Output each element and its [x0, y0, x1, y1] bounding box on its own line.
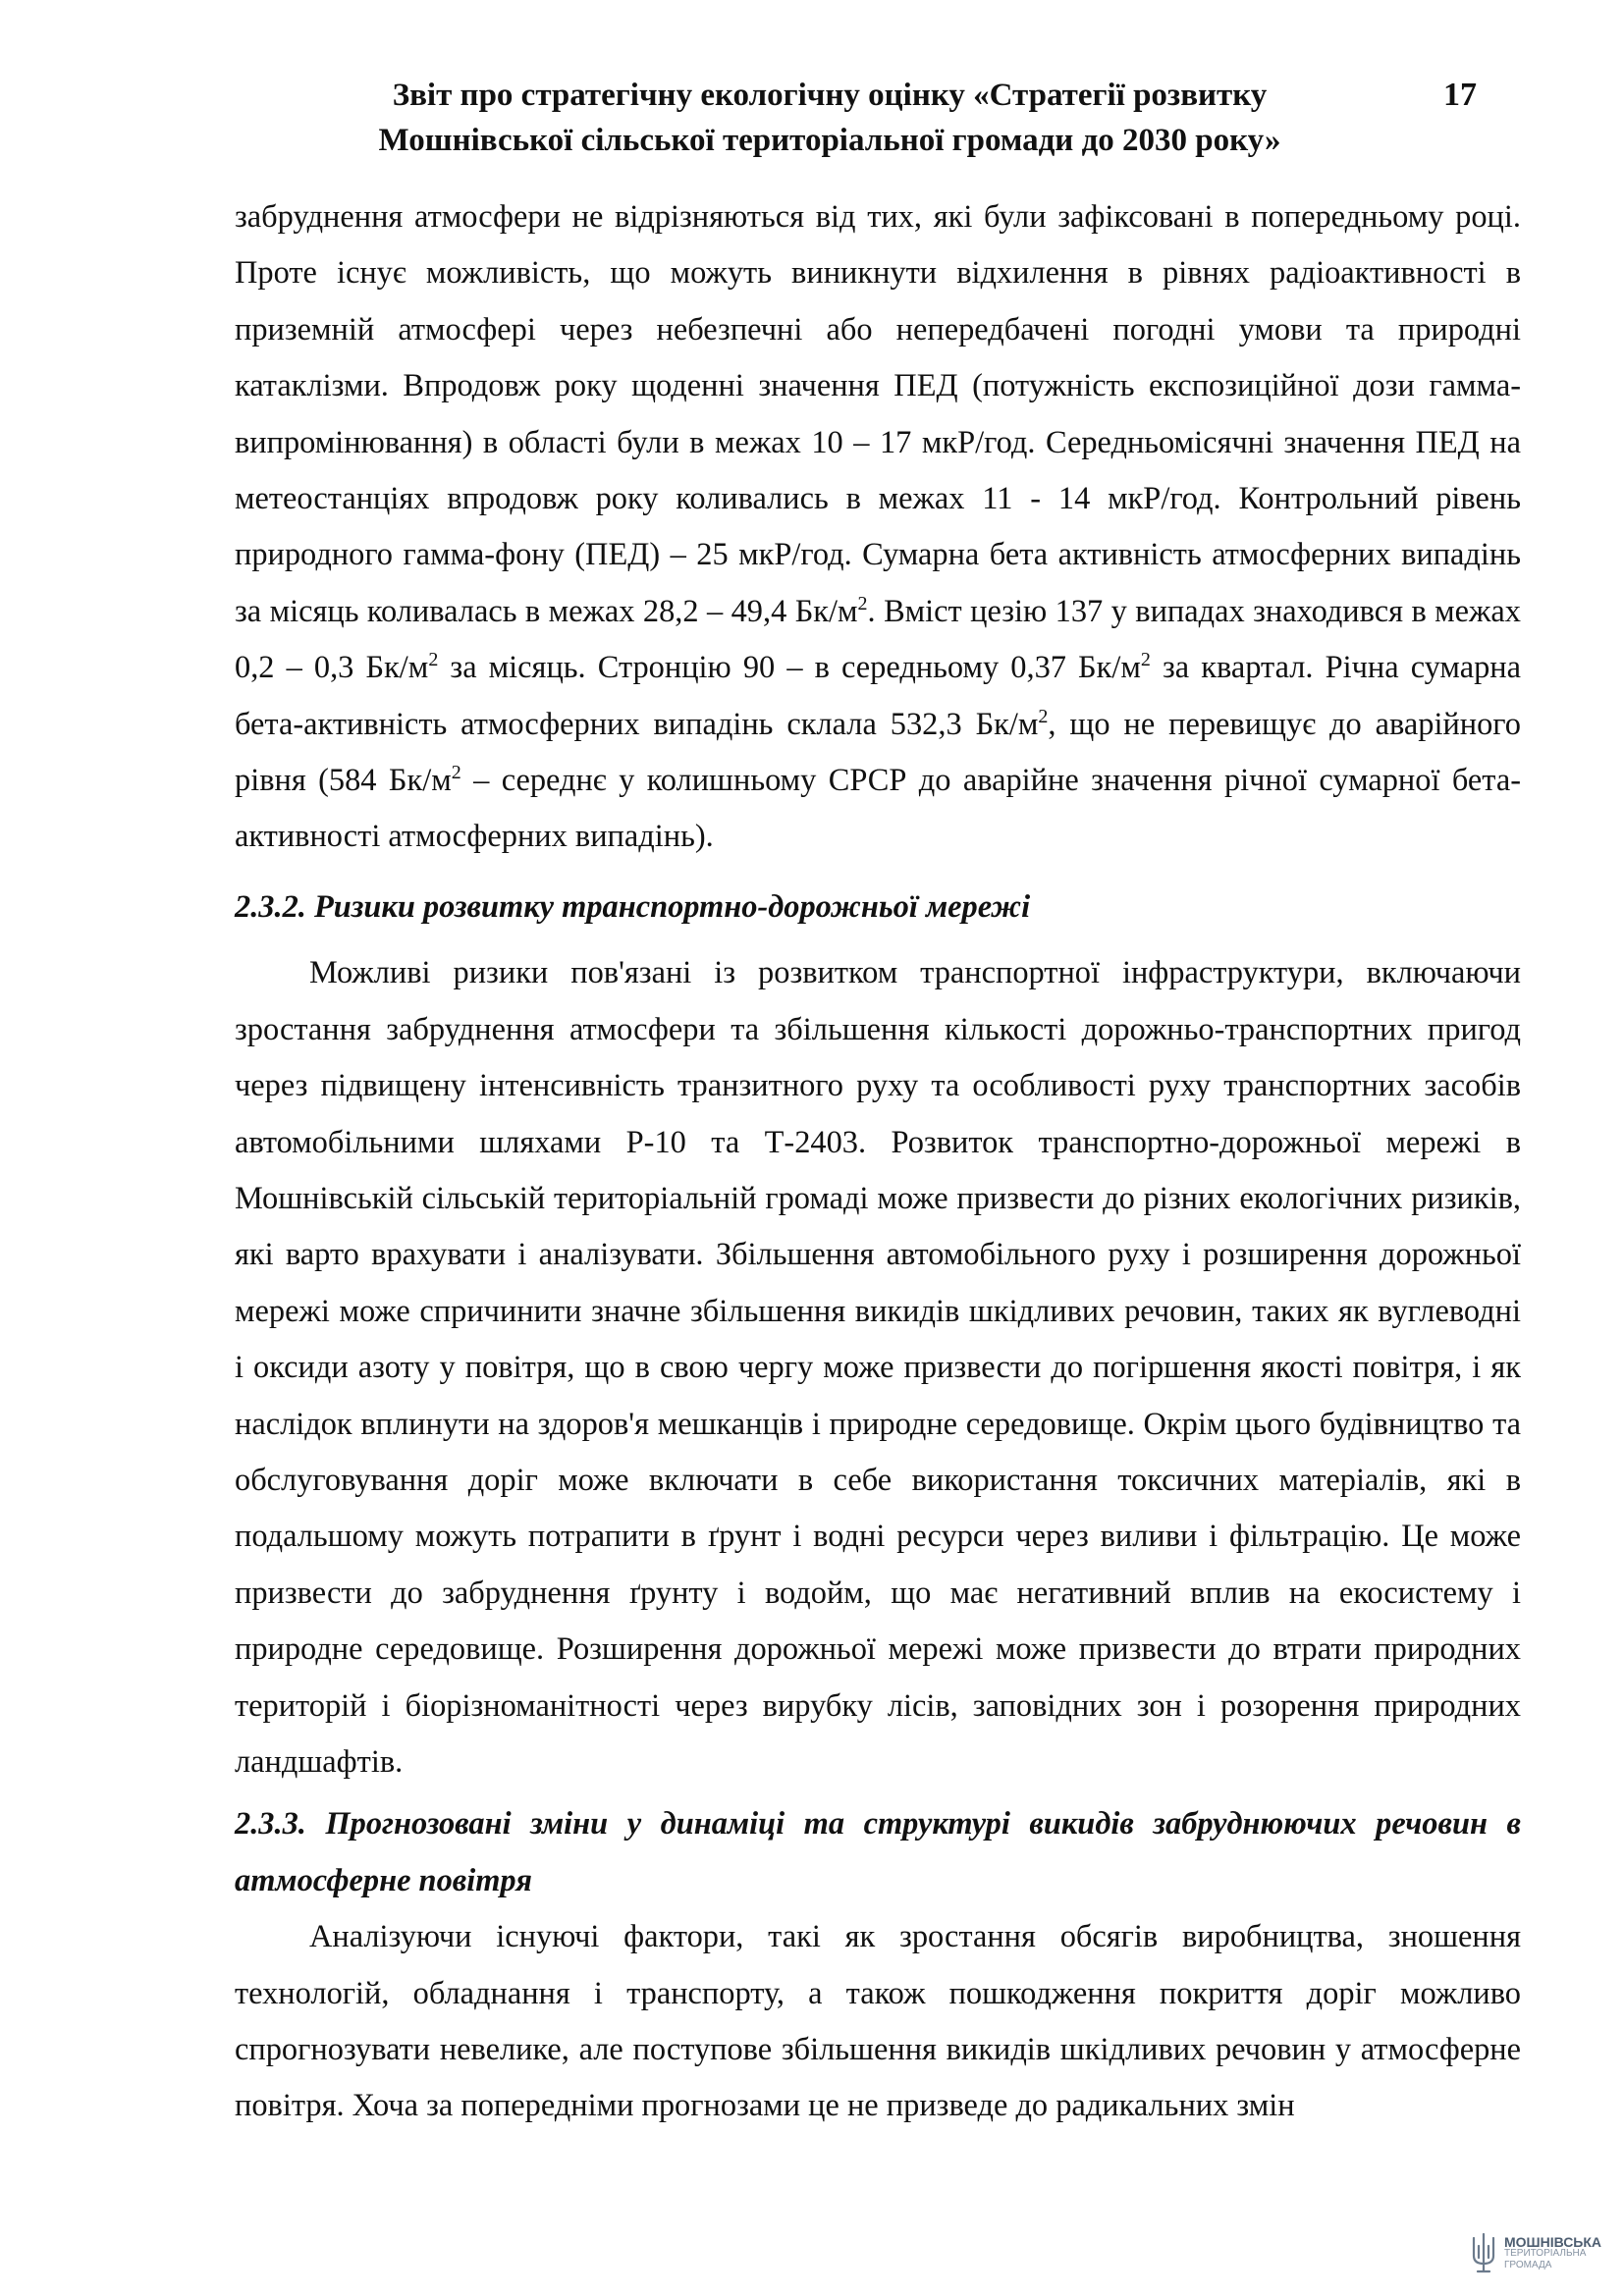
trident-icon [1469, 2232, 1498, 2275]
page-number: 17 [1443, 77, 1477, 113]
paragraph-radiation [235, 189, 1521, 866]
watermark-line2: ТЕРИТОРІАЛЬНА [1504, 2248, 1587, 2259]
superscript: 2 [428, 649, 439, 671]
text-run: , що не перевищує до аварійного рівня (584 Бк/м [235, 706, 1521, 799]
superscript: 2 [857, 593, 868, 615]
community-watermark [1469, 2232, 1601, 2275]
page-header [295, 73, 1365, 163]
section-heading-2-3-2: 2.3.2. Ризики розвитку транспортно-дорожньої мережі [235, 888, 1031, 925]
text-run: – середнє у колишньому СРСР до аварійне значення річної сумарної бета-активності атмосферних випадінь). [235, 763, 1521, 855]
paragraph-emission-forecast: Аналізуючи існуючі фактори, такі як зростання обсягів виробництва, зношення технологій, обладнання і транспорту, а також пошкодження покриття доріг можливо спрогнозувати невелике, але поступове збільшення викидів шкідливих речовин у атмосферне повітря. Хоча за попередніми прогнозами це не призведе до радикальних змін [235, 1919, 1521, 2124]
header-title-line1: Звіт про стратегічну екологічну оцінку «Стратегії розвитку [392, 78, 1268, 113]
superscript: 2 [1140, 649, 1151, 671]
watermark-line1: МОШНІВСЬКА [1504, 2234, 1602, 2250]
watermark-text [1504, 2236, 1601, 2271]
paragraph-transport-risks: Можливі ризики пов'язані із розвитком транспортної інфраструктури, включаючи зростання забруднення атмосфери та збільшення кількості дорожньо-транспортних пригод через підвищену інтенсивність транзитного руху та особливості руху транспортних засобів автомобільними шляхами Р-10 та Т-2403. Розвиток транспортно-дорожньої мережі в Мошнівській сільській територіальній громаді може призвести до різних екологічних ризиків, які варто врахувати і аналізувати. Збільшення автомобільного руху і розширення дорожньої мережі може спричинити значне збільшення викидів шкідливих речовин, таких як вуглеводні і оксиди азоту у повітря, що в свою чергу може призвести до погіршення якості повітря, і як наслідок вплинути на здоров'я мешканців і природне середовище. Окрім цього будівництво та обслуговування доріг може включати в себе використання токсичних матеріалів, які в подальшому можуть потрапити в ґрунт і водні ресурси через виливи і фільтрацію. Це може призвести до забруднення ґрунту і водойм, що має негативний вплив на екосистему і природне середовище. Розширення дорожньої мережі може призвести до втрати природних територій і біорізноманітності через вирубку лісів, заповідних зон і розорення природних ландшафтів. [235, 955, 1521, 1780]
superscript: 2 [451, 762, 461, 784]
superscript: 2 [1038, 705, 1049, 727]
watermark-line3: ГРОМАДА [1504, 2260, 1552, 2270]
text-run: за квартал. Річна сумарна бета-активність атмосферних випадінь склала 532,3 Бк/м [235, 650, 1521, 742]
document-body [235, 189, 1521, 2135]
text-run: за місяць. Стронцію 90 – в середньому 0,37 Бк/м [438, 650, 1141, 686]
text-run: забруднення атмосфери не відрізняються від тих, які були зафіксовані в попередньому році. Проте існує можливість, що можуть виникнути відхилення в рівнях радіоактивності в приземній атмосфері через небезпечні або непередбачені погодні умови та природні катаклізми. Впродовж року щоденні значення ПЕД (потужність експозиційної дози гамма-випромінювання) в області були в межах 10 – 17 мкР/год. Середньомісячні значення ПЕД на метеостанціях впродовж року коливались в межах 11 - 14 мкР/год. Контрольний рівень природного гамма-фону (ПЕД) – 25 мкР/год. Сумарна бета активність атмосферних випадінь за місяць коливалась в межах 28,2 – 49,4 Бк/м [235, 199, 1521, 629]
text-run: . Вміст цезію 137 у випадах знаходився в межах 0,2 – 0,3 Бк/м [235, 593, 1521, 686]
header-title-line2: Мошнівської сільської територіальної громади до 2030 року» [378, 123, 1281, 158]
section-heading-2-3-3: 2.3.3. Прогнозовані зміни у динаміці та структурі викидів забруднюючих речовин в атмосферне повітря [235, 1806, 1521, 1898]
